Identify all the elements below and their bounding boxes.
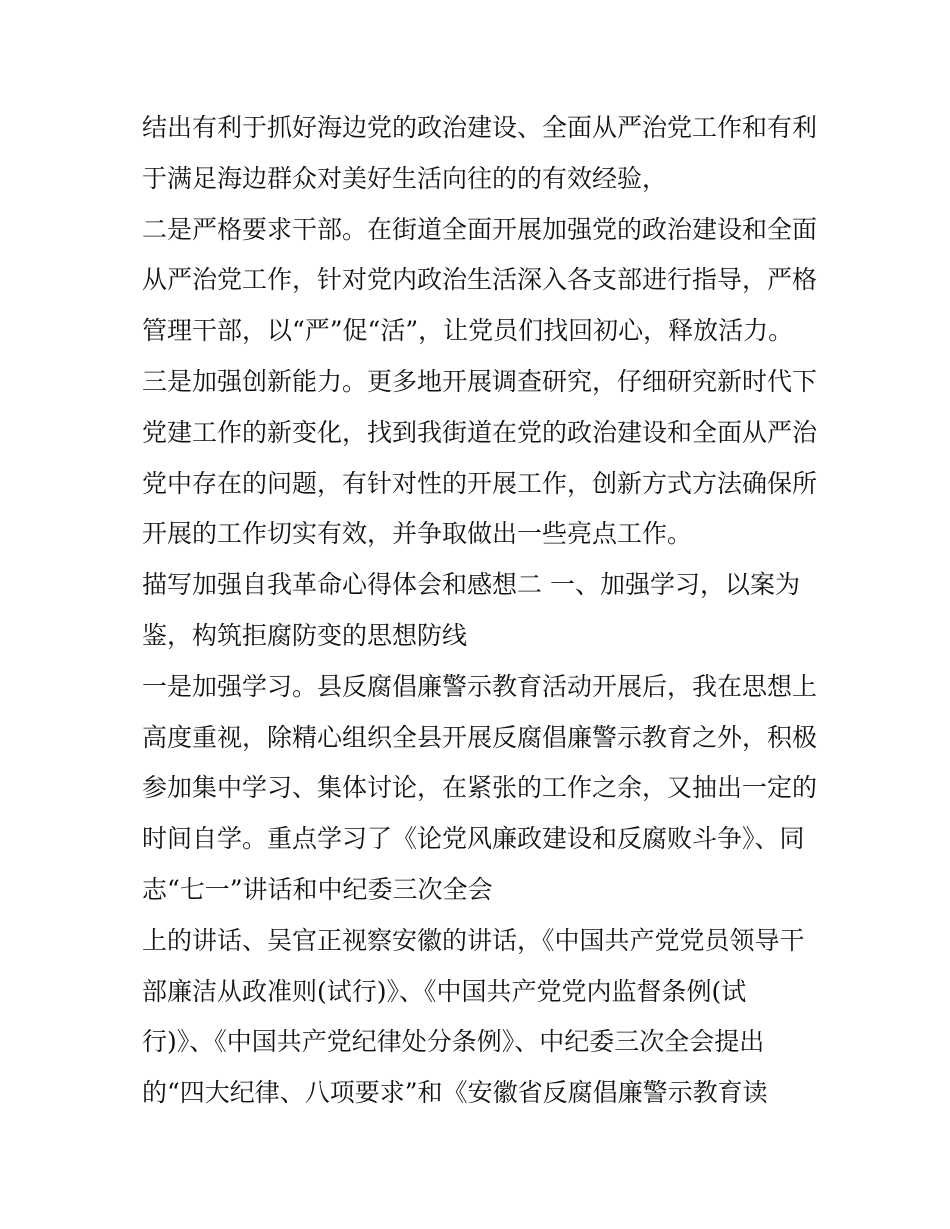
text-line: 部廉洁从政准则(试行)》、《中国共产党党内监督条例(试 [142,976,747,1006]
text-line: 党建工作的新变化，找到我街道在党的政治建设和全面从严治 [142,417,818,447]
text-line: 从严治党工作，针对党内政治生活深入各支部进行指导，严格 [142,265,818,295]
text-line: 三是加强创新能力。更多地开展调查研究，仔细研究新时代下 [142,366,818,396]
text-line: 一是加强学习。县反腐倡廉警示教育活动开展后，我在思想上 [142,671,818,701]
text-line: 二是严格要求干部。在街道全面开展加强党的政治建设和全面 [142,214,818,244]
text-line: 开展的工作切实有效，并争取做出一些亮点工作。 [142,519,693,549]
text-line: 的“四大纪律、八项要求”和《安徽省反腐倡廉警示教育读 [142,1078,768,1108]
text-line: 行)》、《中国共产党纪律处分条例》、中纪委三次全会提出 [142,1027,765,1057]
text-line: 描写加强自我革命心得体会和感想二 一、加强学习，以案为 [142,570,800,600]
text-line: 上的讲话、吴官正视察安徽的讲话，《中国共产党党员领导干 [142,925,805,955]
text-line: 党中存在的问题，有针对性的开展工作，创新方式方法确保所 [142,468,818,498]
text-line: 管理干部，以“严”促“活”，让党员们找回初心，释放活力。 [142,316,794,346]
text-line: 参加集中学习、集体讨论，在紧张的工作之余，又抽出一定的 [142,773,818,803]
text-line: 时间自学。重点学习了《论党风廉政建设和反腐败斗争》、同 [142,824,805,854]
text-line: 鉴，构筑拒腐防变的思想防线 [142,620,468,650]
document-body [142,103,832,1119]
text-line: 于满足海边群众对美好生活向往的的有效经验， [142,163,668,193]
text-line: 志“七一”讲话和中纪委三次全会 [142,874,493,904]
text-line: 高度重视，除精心组织全县开展反腐倡廉警示教育之外，积极 [142,722,818,752]
text-line: 结出有利于抓好海边党的政治建设、全面从严治党工作和有利 [142,113,818,142]
